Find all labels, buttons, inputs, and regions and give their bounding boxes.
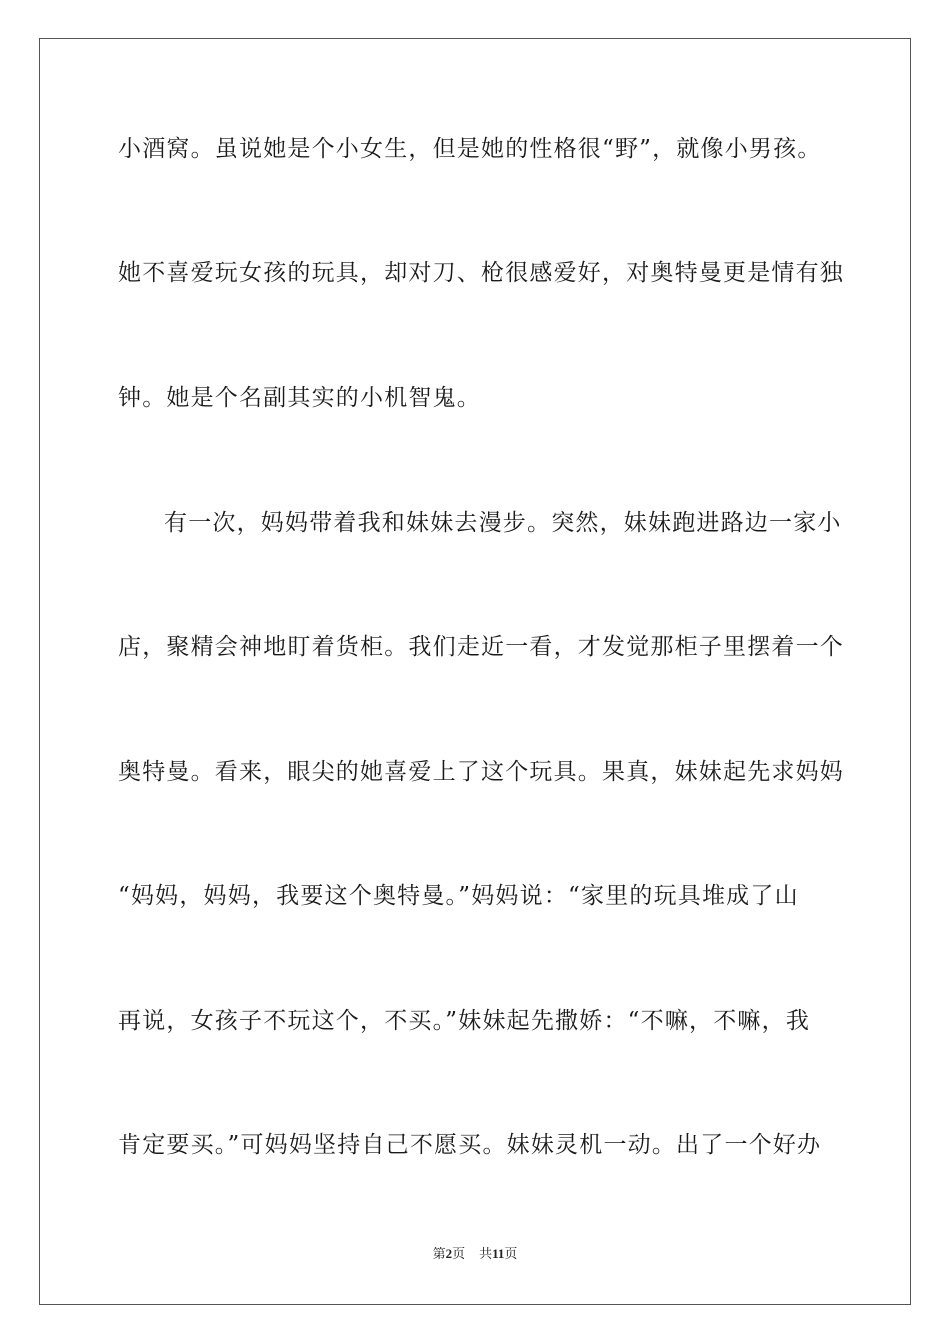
total-prefix: 共 (479, 1246, 493, 1261)
total-pages: 11 (492, 1246, 505, 1261)
text-line: 小酒窝。虽说她是个小女生，但是她的性格很“野”，就像小男孩。 (118, 136, 822, 162)
paragraph-first-line: 有一次，妈妈带着我和妹妹去漫步。突然，妹妹跑进路边一家小 (164, 510, 842, 536)
text-line: 钟。她是个名副其实的小机智鬼。 (118, 385, 481, 411)
page-number: 2 (445, 1246, 453, 1261)
text-line: 店，聚精会神地盯着货柜。我们走近一看，才发觉那柜子里摆着一个 (118, 634, 844, 660)
text-line: “妈妈，妈妈，我要这个奥特曼。”妈妈说：“家里的玩具堆成了山 (118, 883, 799, 909)
text-line: 她不喜爱玩女孩的玩具，却对刀、枪很感爱好，对奥特曼更是情有独 (118, 260, 844, 286)
page-border (39, 38, 911, 1305)
text-line: 再说，女孩子不玩这个，不买。”妹妹起先撒娇：“不嘛，不嘛，我 (118, 1008, 811, 1034)
page-prefix: 第 (432, 1246, 446, 1261)
page-footer (0, 1245, 950, 1263)
page-suffix: 页 (452, 1246, 466, 1261)
text-line: 奥特曼。看来，眼尖的她喜爱上了这个玩具。果真，妹妹起先求妈妈 (118, 759, 844, 785)
text-line: 肯定要买。”可妈妈坚持自己不愿买。妹妹灵机一动。出了一个好办 (118, 1132, 822, 1158)
total-suffix: 页 (504, 1246, 518, 1261)
